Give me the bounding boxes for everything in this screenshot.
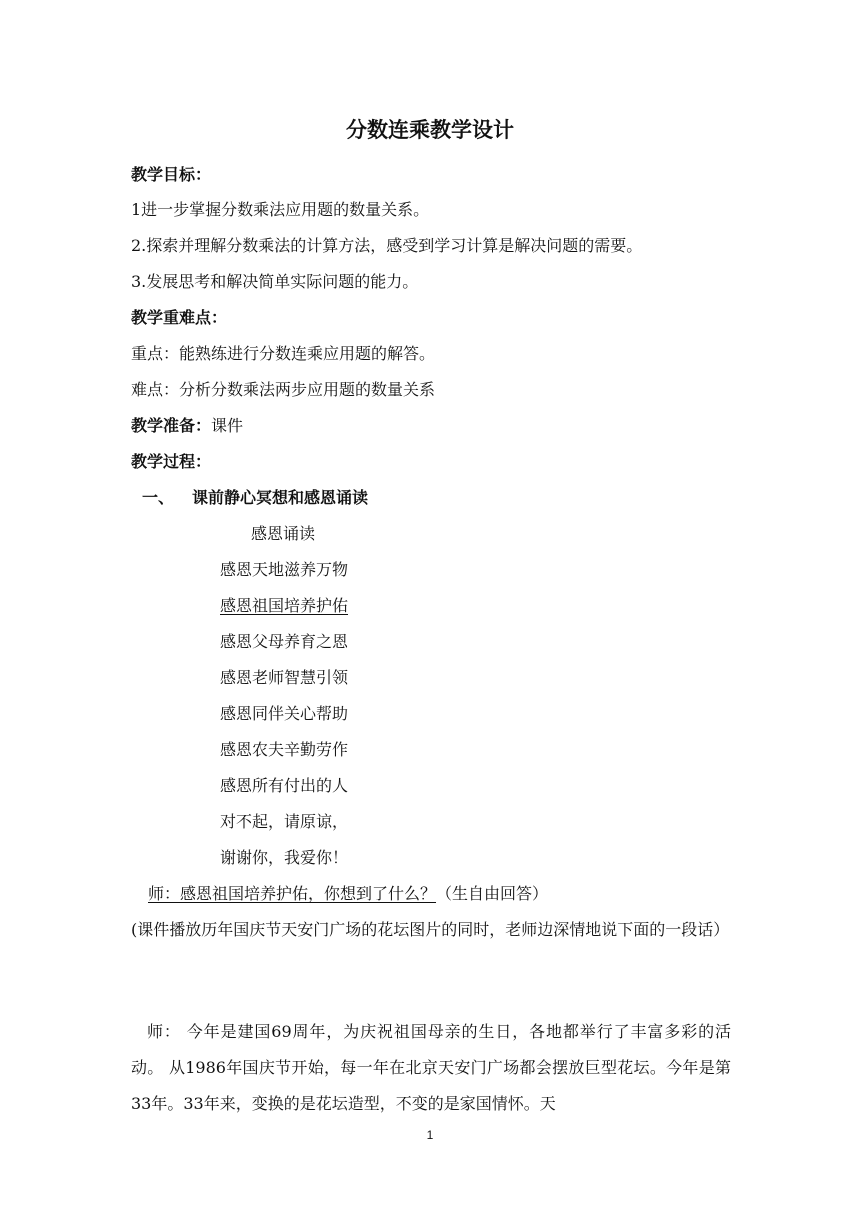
poem-line-8: 对不起，请原谅， — [220, 812, 349, 831]
process-heading: 教学过程： — [131, 452, 212, 471]
preparation-heading: 教学准备： — [131, 416, 212, 435]
student-answer-note: （生自由回答） — [436, 884, 549, 903]
goal-item-3: 3.发展思考和解决简单实际问题的能力。 — [131, 272, 419, 291]
goal-item-2: 2.探索并理解分数乘法的计算方法，感受到学习计算是解决问题的需要。 — [131, 236, 643, 255]
section-1-heading — [142, 488, 368, 508]
page-number: 1 — [426, 1128, 434, 1142]
document-title: 分数连乘教学设计 — [346, 118, 514, 142]
section-1-title: 课前静心冥想和感恩诵读 — [192, 488, 369, 507]
poem-line-3: 感恩父母养育之恩 — [220, 632, 349, 651]
key-points-heading: 教学重难点： — [131, 308, 228, 327]
poem-line-7: 感恩所有付出的人 — [220, 776, 349, 795]
poem-line-1: 感恩天地滋养万物 — [220, 560, 349, 579]
poem-line-2: 感恩祖国培养护佑 — [220, 596, 349, 615]
teacher-question-row — [148, 884, 548, 904]
preparation-row — [131, 416, 243, 436]
key-point-difficulty: 难点：分析分数乘法两步应用题的数量关系 — [131, 380, 436, 399]
poem-line-9: 谢谢你，我爱你！ — [220, 848, 349, 867]
section-1-number: 一、 — [142, 488, 175, 507]
goals-heading: 教学目标： — [131, 165, 212, 184]
poem-title: 感恩诵读 — [251, 524, 316, 543]
teacher-speech: 师： 今年是建国69周年，为庆祝祖国母亲的生日，各地都举行了丰富多彩的活动。 从1986年国庆节开始，每一年在北京天安门广场都会摆放巨型花坛。今年是第33年。33年来，变换的是花坛造型，不变的是家国情怀。天 — [131, 1022, 731, 1113]
goal-item-1: 1进一步掌握分数乘法应用题的数量关系。 — [131, 200, 430, 219]
courseware-note: (课件播放历年国庆节天安门广场的花坛图片的同时，老师边深情地说下面的一段话） — [131, 920, 730, 939]
poem-line-6: 感恩农夫辛勤劳作 — [220, 740, 349, 759]
preparation-value: 课件 — [211, 416, 244, 435]
poem-line-4: 感恩老师智慧引领 — [220, 668, 349, 687]
teacher-question: 师：感恩祖国培养护佑，你想到了什么？ — [148, 884, 437, 903]
key-point-focus: 重点：能熟练进行分数连乘应用题的解答。 — [131, 344, 436, 363]
poem-line-5: 感恩同伴关心帮助 — [220, 704, 349, 723]
